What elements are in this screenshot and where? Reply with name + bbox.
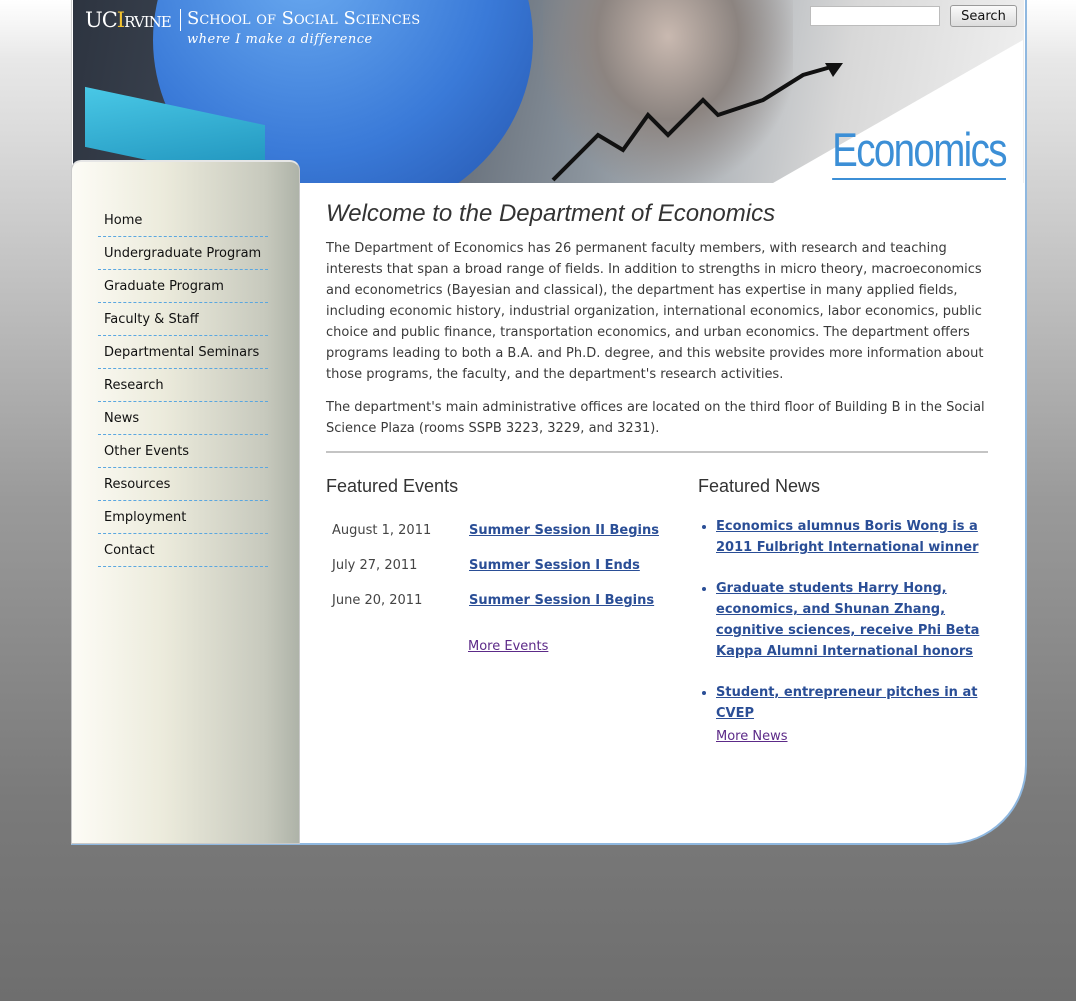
sidebar-link-contact[interactable]: Contact — [104, 543, 155, 558]
news-item — [716, 516, 990, 558]
news-link[interactable]: Student, entrepreneur pitches in at CVEP — [716, 685, 978, 721]
search-input[interactable] — [810, 6, 940, 26]
event-date: July 27, 2011 — [332, 558, 418, 573]
uci-logo-i: I — [116, 8, 125, 32]
sidebar-nav — [98, 204, 268, 567]
event-link[interactable]: Summer Session I Ends — [469, 558, 640, 573]
sidebar-link-graduate-program[interactable]: Graduate Program — [104, 279, 224, 294]
sidebar-link-undergraduate-program[interactable]: Undergraduate Program — [104, 246, 262, 261]
news-list — [698, 516, 990, 744]
sidebar-link-departmental-seminars[interactable]: Departmental Seminars — [104, 345, 260, 360]
department-title: Economics — [832, 122, 1006, 180]
news-link[interactable]: Economics alumnus Boris Wong is a 2011 Fulbright International winner — [716, 519, 979, 555]
sidebar-item-resources — [98, 468, 268, 501]
event-row — [332, 523, 672, 543]
offices-paragraph: The department's main administrative offices are located on the third floor of Building B in the Social Science Plaza (rooms SSPB 3223, 3229, and 3231). — [326, 400, 985, 436]
sidebar-item-contact — [98, 534, 268, 567]
school-tagline: where I make a difference — [187, 32, 373, 47]
sidebar-link-employment[interactable]: Employment — [104, 510, 187, 525]
header-banner — [73, 0, 1024, 183]
event-link[interactable]: Summer Session I Begins — [469, 593, 655, 608]
more-events-link[interactable]: More Events — [468, 639, 549, 654]
main-content — [326, 200, 990, 744]
page-wrapper — [71, 0, 1026, 846]
sidebar-link-other-events[interactable]: Other Events — [104, 444, 190, 459]
uci-logo[interactable] — [85, 8, 171, 32]
news-item — [716, 578, 990, 662]
uci-logo-uc: UC — [85, 8, 117, 32]
sidebar-item-graduate-program — [98, 270, 268, 303]
sidebar-item-faculty-staff — [98, 303, 268, 336]
sidebar-link-research[interactable]: Research — [104, 378, 164, 393]
sidebar-item-news — [98, 402, 268, 435]
more-news-link[interactable]: More News — [716, 729, 788, 744]
sidebar-item-research — [98, 369, 268, 402]
event-row — [332, 558, 672, 578]
sidebar-link-faculty-staff[interactable]: Faculty & Staff — [104, 312, 199, 327]
sidebar-link-home[interactable]: Home — [104, 213, 143, 228]
event-link[interactable]: Summer Session II Begins — [469, 523, 659, 538]
event-date: August 1, 2011 — [332, 523, 432, 538]
event-row — [332, 593, 672, 613]
sidebar-item-other-events — [98, 435, 268, 468]
logo-divider — [180, 9, 181, 31]
news-link[interactable]: Graduate students Harry Hong, economics, and Shunan Zhang, cognitive sciences, receive Phi Beta Kappa Alumni International honors — [716, 581, 980, 659]
page-title: Welcome to the Department of Economics — [326, 200, 776, 227]
sidebar-item-home — [98, 204, 268, 237]
news-item — [716, 682, 990, 724]
intro-paragraph: The Department of Economics has 26 permanent faculty members, with research and teaching interests that span a broad range of fields. In addition to strengths in micro theory, macroeconomics and econometrics (Bayesian and classical), the department has expertise in many applied fields, including economic history, industrial organization, international economics, labor economics, public choice and public finance, transportation economics, and urban economics. The department offers programs leading to both a B.A. and Ph.D. degree, and this website provides more information about those programs, the faculty, and the department's research activities. — [326, 241, 984, 382]
sidebar — [71, 160, 300, 844]
sidebar-link-news[interactable]: News — [104, 411, 140, 426]
sidebar-link-resources[interactable]: Resources — [104, 477, 171, 492]
featured-events-title: Featured Events — [326, 476, 459, 496]
sidebar-item-undergraduate-program — [98, 237, 268, 270]
section-divider — [326, 451, 988, 453]
school-logo[interactable]: School of Social Sciences — [187, 8, 421, 29]
featured-news-title: Featured News — [698, 476, 821, 496]
sidebar-item-employment — [98, 501, 268, 534]
uci-logo-rvine: RVINE — [124, 13, 171, 31]
sidebar-item-departmental-seminars — [98, 336, 268, 369]
event-date: June 20, 2011 — [332, 593, 423, 608]
search-button[interactable]: Search — [950, 5, 1017, 27]
